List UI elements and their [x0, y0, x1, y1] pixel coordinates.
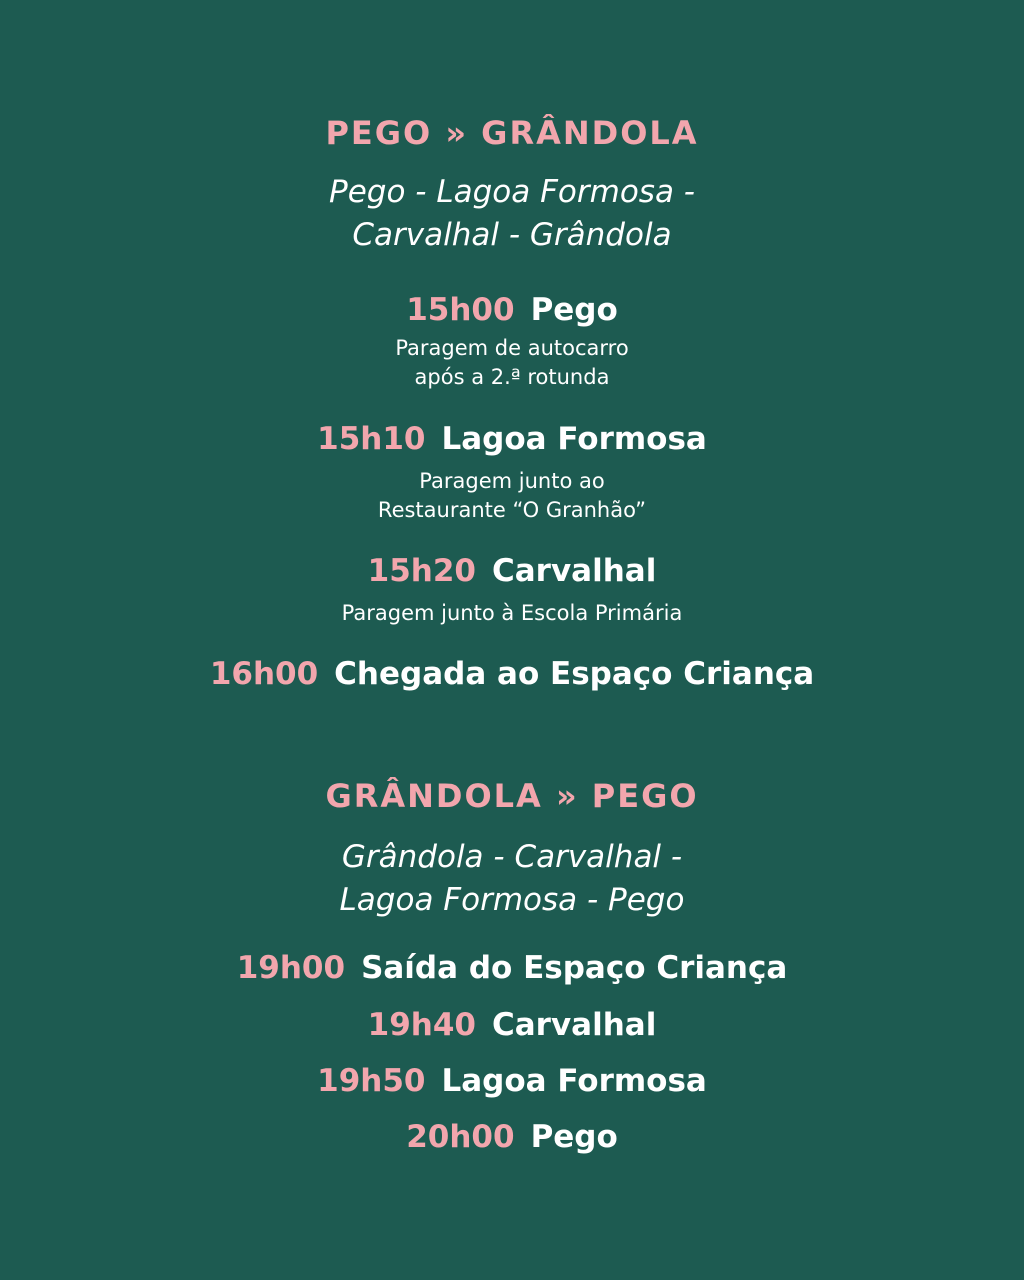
stop-place: Lagoa Formosa — [441, 421, 707, 457]
return-title: GRÂNDOLA » PEGO — [325, 777, 699, 815]
stop-item — [0, 1005, 1024, 1045]
outbound-route-line2: Carvalhal - Grândola — [352, 217, 672, 253]
return-route — [0, 836, 1024, 922]
stop-time: 19h40 — [367, 1007, 477, 1043]
stop-time: 15h00 — [406, 292, 515, 328]
stop-item — [0, 551, 1024, 628]
stop-time: 16h00 — [209, 656, 319, 692]
stop-item — [0, 1061, 1024, 1101]
stop-time: 15h10 — [317, 421, 426, 457]
stop-time: 19h50 — [317, 1063, 426, 1099]
stop-place: Pego — [530, 292, 618, 328]
stop-item — [0, 290, 1024, 392]
stop-item — [0, 1117, 1024, 1157]
stop-place: Pego — [530, 1119, 618, 1155]
return-section — [0, 776, 1024, 922]
stop-note-line2: Restaurante “O Granhão” — [377, 498, 647, 522]
stop-note — [0, 467, 1024, 525]
stop-note-line2: após a 2.ª rotunda — [414, 365, 610, 389]
stop-time: 15h20 — [367, 553, 477, 589]
stop-place: Carvalhal — [492, 1007, 657, 1043]
stop-item — [0, 419, 1024, 525]
stop-item — [0, 948, 1024, 988]
stop-time: 19h00 — [236, 950, 346, 986]
stop-place: Chegada ao Espaço Criança — [334, 656, 815, 692]
outbound-route-line1: Pego - Lagoa Formosa - — [329, 174, 695, 210]
stop-note-line1: Paragem junto à Escola Primária — [341, 601, 683, 625]
outbound-route — [0, 171, 1024, 257]
stop-place: Carvalhal — [492, 553, 657, 589]
stop-note-line1: Paragem de autocarro — [395, 336, 629, 360]
return-route-line2: Lagoa Formosa - Pego — [339, 882, 685, 918]
stop-note-line1: Paragem junto ao — [419, 469, 605, 493]
stop-place: Lagoa Formosa — [441, 1063, 707, 1099]
outbound-title: PEGO » GRÂNDOLA — [325, 114, 699, 152]
stop-item — [0, 654, 1024, 694]
outbound-section — [0, 113, 1024, 257]
stop-place: Saída do Espaço Criança — [361, 950, 788, 986]
stop-note — [0, 599, 1024, 628]
stop-time: 20h00 — [406, 1119, 515, 1155]
return-route-line1: Grândola - Carvalhal - — [341, 839, 683, 875]
stop-note — [0, 334, 1024, 392]
